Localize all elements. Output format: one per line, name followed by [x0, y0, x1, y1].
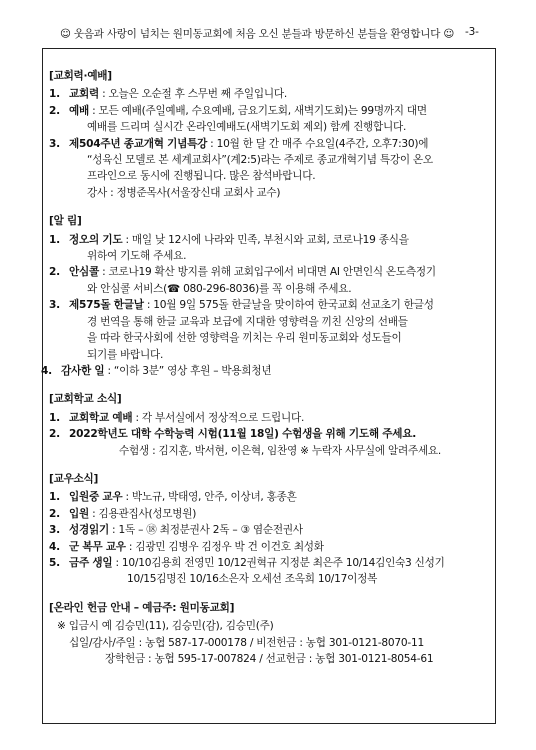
- section-title: [교우소식]: [49, 472, 99, 485]
- section-worship: [49, 68, 489, 201]
- offering-account-line: 십일/감사/주일 : 농협 587-17-000178 / 비전헌금 : 농협 301-0121-8070-11: [69, 636, 424, 649]
- item-text: : 10월 한 달 간 매주 수요일(4주간, 오후7:30)에: [207, 137, 429, 150]
- item-number: 4.: [41, 364, 52, 377]
- list-item: [41, 363, 489, 379]
- item-number: 1.: [49, 491, 60, 504]
- item-text: : 오늘은 오순절 후 스무번 째 주일입니다.: [98, 88, 287, 101]
- item-heading: 입원: [69, 507, 89, 520]
- item-text: : 김용관집사(성모병원): [88, 507, 197, 520]
- list-item: [49, 264, 489, 280]
- item-text: : 10월 9일 575돌 한글날을 맞이하여 한국교회 선교초기 한글성: [143, 299, 434, 312]
- offering-note: ※ 입금시 예 김승민(11), 김승민(감), 김승민(주): [57, 620, 274, 633]
- list-item: [49, 522, 489, 538]
- item-text: : 김광민 김병우 김정우 박 건 이건호 최성화: [125, 540, 324, 553]
- item-continuation: “성육신 모델로 본 세계교회사”(계2:5)라는 주제로 종교개혁기념 특강이 온오: [87, 154, 433, 167]
- item-continuation: 예배를 드리며 실시간 온라인예배도(새벽기도회 제외) 함께 진행합니다.: [87, 121, 407, 134]
- section-title: [교회학교 소식]: [49, 393, 122, 406]
- item-heading: 예배: [69, 104, 89, 117]
- item-continuation: 프라인으로 동시에 진행됩니다. 많은 참석바랍니다.: [87, 170, 316, 183]
- list-item: [49, 426, 489, 442]
- section-title: [교회력·예배]: [49, 70, 112, 82]
- item-heading: 제504주년 종교개혁 기념특강: [69, 137, 208, 150]
- item-heading: 교회학교 예배: [69, 411, 133, 424]
- item-continuation: 위하여 기도해 주세요.: [87, 250, 187, 263]
- list-item: [49, 489, 489, 505]
- offering-account-line: 장학헌금 : 농협 595-17-007824 / 선교헌금 : 농협 301-0121-8054-61: [105, 653, 434, 665]
- section-members-news: [49, 471, 489, 588]
- list-item: [49, 103, 489, 119]
- item-heading: 정오의 기도: [69, 233, 123, 246]
- item-continuation: 10/15김명진 10/16소은자 오세선 조옥희 10/17이정복: [127, 573, 378, 586]
- item-number: 3.: [49, 299, 60, 312]
- item-number: 3.: [49, 524, 60, 537]
- list-item: [49, 410, 489, 426]
- list-item: [49, 297, 489, 313]
- item-heading: 안심콜: [69, 266, 99, 279]
- item-heading: 제575돌 한글날: [69, 299, 144, 312]
- item-text: : 10/10김용희 전영민 10/12권혁규 지정분 최은주 10/14김인숙3 신성기: [112, 556, 445, 569]
- item-heading: 군 복무 교우: [69, 540, 126, 553]
- item-heading: 금주 생일: [69, 556, 113, 569]
- item-number: 4.: [49, 540, 60, 553]
- list-item: [49, 539, 489, 555]
- item-heading: 성경읽기: [69, 524, 109, 537]
- item-text: : “이하 3분” 영상 후원 – 박용희청년: [104, 364, 272, 377]
- list-item: [49, 136, 489, 152]
- item-continuation: 을 따라 한국사회에 선한 영향력을 끼치는 우리 원미동교회와 성도들이: [87, 332, 402, 345]
- section-title: [온라인 헌금 안내 – 예금주: 원미동교회]: [49, 601, 235, 614]
- section-title: [알 림]: [49, 215, 82, 228]
- list-item: [49, 232, 489, 248]
- item-heading: 교회력: [69, 88, 99, 101]
- item-text: : 각 부서실에서 정상적으로 드립니다.: [132, 411, 305, 424]
- item-text: : 박노규, 박태영, 안주, 이상녀, 홍종흔: [122, 491, 297, 504]
- item-number: 2.: [49, 266, 60, 279]
- item-number: 1.: [49, 411, 60, 424]
- item-number: 2.: [49, 428, 60, 441]
- section-church-school: [49, 391, 489, 459]
- item-heading: 감사한 일: [61, 364, 105, 377]
- item-continuation: 수험생 : 김지훈, 박서현, 이은혁, 임찬영 ※ 누락자 사무실에 알려주세요.: [119, 444, 442, 457]
- welcome-message: ☺ 웃음과 사랑이 넘치는 원미동교회에 처음 오신 분들과 방문하신 분들을 환영합니다 ☺: [60, 28, 455, 40]
- item-continuation: 경 번역을 통해 한글 교육과 보급에 지대한 영향력을 끼친 신앙의 선배들: [87, 315, 408, 328]
- item-number: 2.: [49, 507, 60, 520]
- item-continuation: 와 안심콜 서비스(☎ 080-296-8036)를 꼭 이용해 주세요.: [87, 282, 352, 295]
- page-number: -3-: [465, 26, 479, 38]
- list-item: [49, 555, 489, 571]
- item-number: 2.: [49, 104, 60, 117]
- item-text: : 코로나19 확산 방지를 위해 교회입구에서 비대면 AI 안면인식 온도측정기: [98, 266, 436, 279]
- list-item: [49, 86, 489, 102]
- item-text: : 1독 – ⑱ 최정분권사 2독 – ③ 염순전권사: [108, 524, 303, 537]
- item-number: 3.: [49, 137, 60, 150]
- list-item: [49, 506, 489, 522]
- item-number: 5.: [49, 556, 60, 569]
- bulletin-content: [41, 68, 489, 679]
- item-number: 1.: [49, 233, 60, 246]
- item-text: : 모든 예배(주일예배, 수요예배, 금요기도회, 새벽기도회)는 99명까지 대면: [88, 104, 427, 117]
- section-notices: [41, 213, 489, 379]
- item-heading: 2022학년도 대학 수학능력 시험(11월 18일) 수험생을 위해 기도해 주세요.: [69, 428, 417, 441]
- item-number: 1.: [49, 88, 60, 101]
- item-continuation: 되기를 바랍니다.: [87, 348, 164, 361]
- item-heading: 입원중 교우: [69, 491, 123, 504]
- item-text: : 매일 낮 12시에 나라와 민족, 부천시와 교회, 코로나19 종식을: [122, 233, 409, 246]
- section-online-offering: [49, 600, 489, 668]
- item-continuation: 강사 : 정병준목사(서울장신대 교회사 교수): [87, 186, 281, 199]
